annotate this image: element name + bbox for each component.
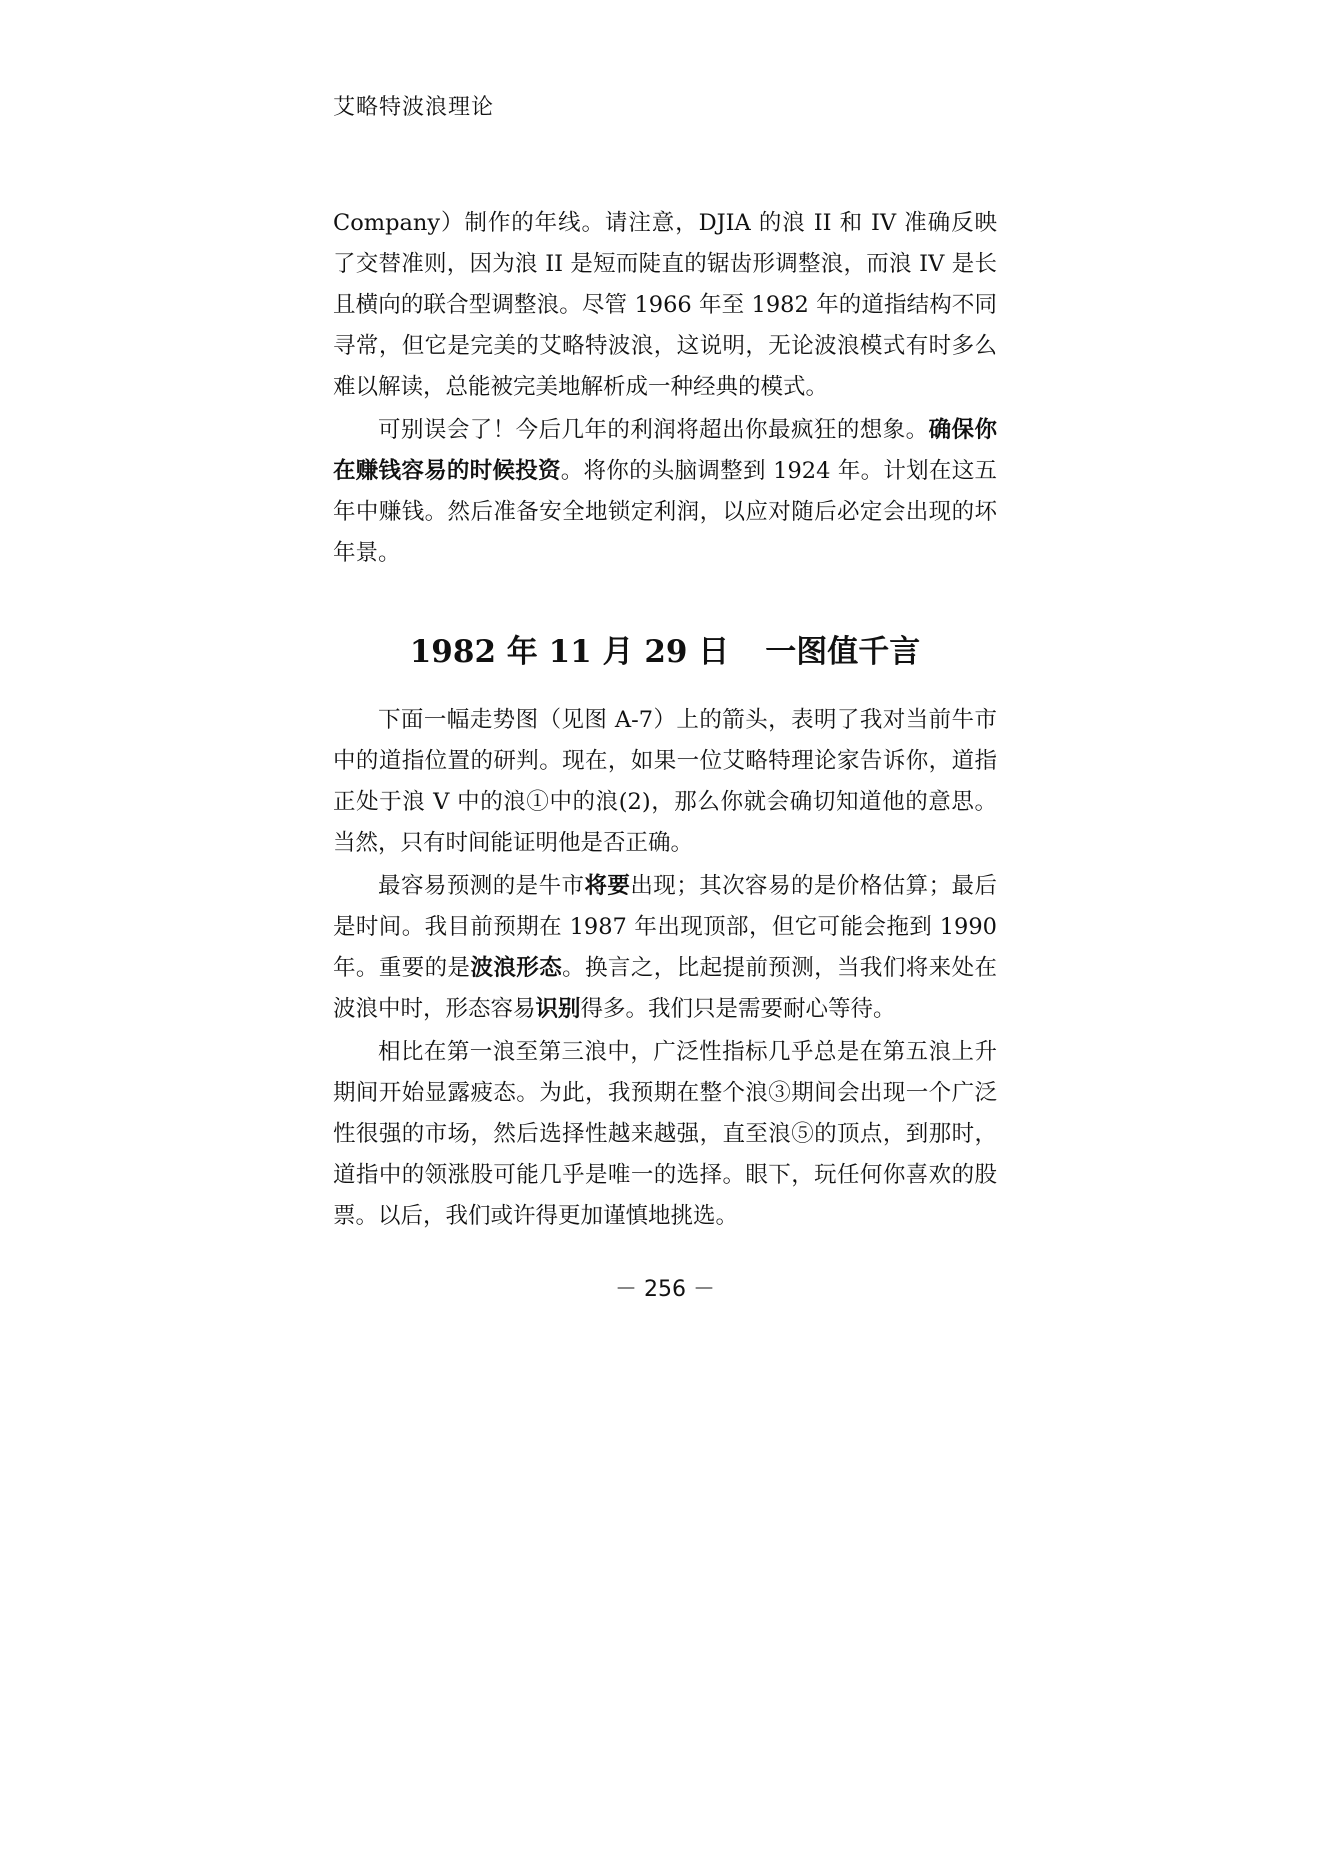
page-number: － 256 －: [615, 1277, 715, 1302]
section-date: 1982 年 11 月 29 日: [409, 634, 730, 670]
paragraph: [333, 866, 997, 1030]
paragraph: 下面一幅走势图（见图 A-7）上的箭头，表明了我对当前牛市中的道指位置的研判。现在，如果一位艾略特理论家告诉你，道指正处于浪 V 中的浪①中的浪(2)，那么你就会确切知道他的意思。当然，只有时间能证明他是否正确。: [333, 707, 997, 856]
paragraph-text: 可别误会了！今后几年的利润将超出你最疯狂的想象。: [378, 417, 929, 443]
emphasis-text: 波浪形态: [470, 955, 563, 981]
section-heading: [333, 630, 997, 674]
paragraph-text: 得多。我们只是需要耐心等待。: [580, 996, 896, 1022]
running-header: 艾略特波浪理论: [333, 95, 495, 120]
body-text-before-section: [333, 203, 997, 574]
paragraph-continuation: Company）制作的年线。请注意，DJIA 的浪 II 和 IV 准确反映了交替准则，因为浪 II 是短而陡直的锯齿形调整浪，而浪 IV 是长且横向的联合型调整浪。尽管 1966 年至 1982 年的道指结构不同寻常，但它是完美的艾略特波浪，这说明，无论波浪模式有时多么难以解读，总能被完美地解析成一种经典的模式。: [333, 210, 997, 400]
paragraph-text: 最容易预测的是牛市: [378, 873, 585, 899]
paragraph-text: 出现；其次容易的是价格估算；最后是时间。我目前预期在 1987 年出现顶部，但它可能会拖到 1990 年。重要的是: [333, 873, 997, 981]
emphasis-text: 识别: [535, 996, 581, 1022]
section-title: 一图值千言: [765, 634, 921, 670]
paragraph: [333, 410, 997, 574]
paragraph-text: 。将你的头脑调整到 1924 年。计划在这五年中赚钱。然后准备安全地锁定利润，以应对随后必定会出现的坏年景。: [333, 458, 997, 566]
emphasis-text: 将要: [584, 873, 631, 899]
paragraph-text: 。换言之，比起提前预测，当我们将来处在波浪中时，形态容易: [333, 955, 997, 1022]
emphasis-text: 确保你在赚钱容易的时候投资: [333, 417, 997, 484]
paragraph: 相比在第一浪至第三浪中，广泛性指标几乎总是在第五浪上升期间开始显露疲态。为此，我预期在整个浪③期间会出现一个广泛性很强的市场，然后选择性越来越强，直至浪⑤的顶点，到那时，道指中的领涨股可能几乎是唯一的选择。眼下，玩任何你喜欢的股票。以后，我们或许得更加谨慎地挑选。: [333, 1039, 997, 1229]
body-text-after-section: [333, 700, 997, 1237]
